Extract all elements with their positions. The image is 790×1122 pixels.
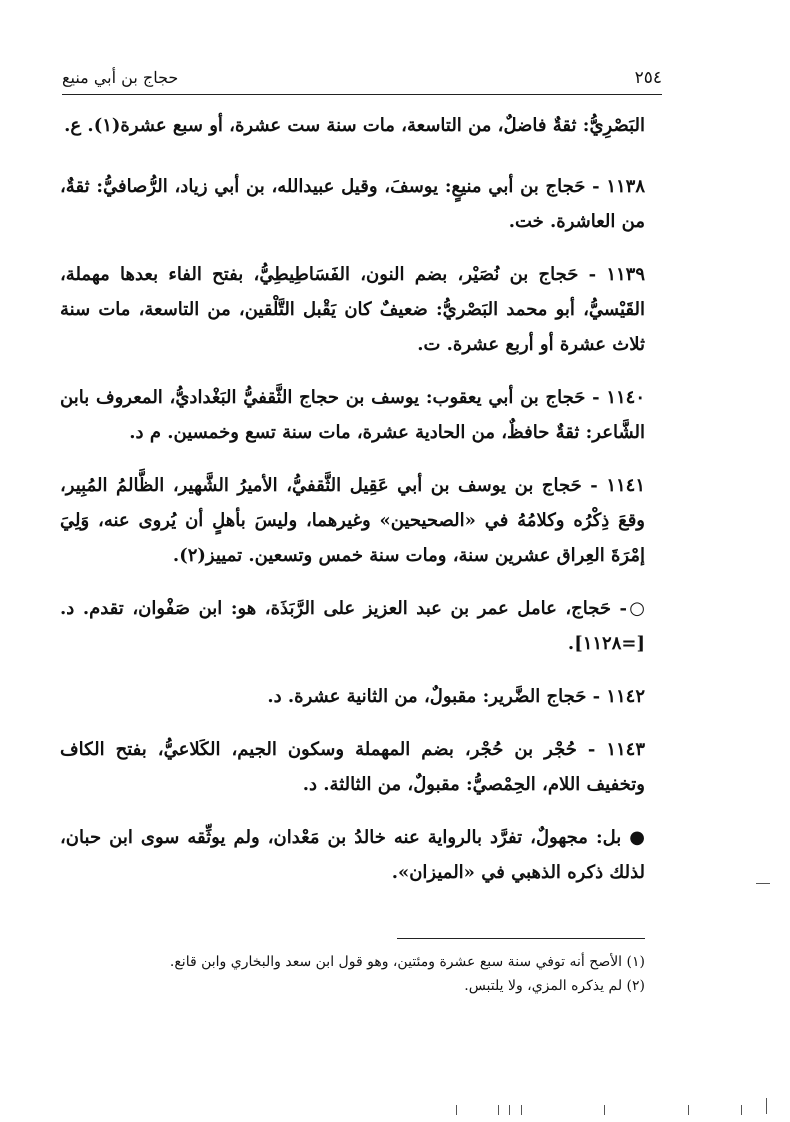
footnote-2: (٢) لم يذكره المزي، ولا يلتبس. [464,978,645,994]
entry-1140: ١١٤٠ - حَجاج بن أبي يعقوب: يوسف بن حجاج الثَّقفيُّ البَغْداديُّ، المعروف بابن الشَّاعر: ثقةٌ حافظٌ، من الحادية عشرة، مات سنة تسع وخمسين. م د. [60,387,645,443]
scan-artifact [498,1105,499,1115]
entry-1141: ١١٤١ - حَجاج بن يوسف بن أبي عَقِيل الثَّقفيُّ، الأميرُ الشَّهير، الظَّالمُ المُبِير، وقعَ ذِكْرُه وكلامُهُ في «الصحيحين» وغيرهما، وليسَ بأهلٍ أن يُروى عنه، وَلِيَ إمْرَةَ العِراق عشرين سنة، ومات سنة خمس وتسعين. تمييز(٢). [60,475,645,566]
scan-artifact [741,1105,742,1115]
footnote-1: (١) الأصح أنه توفي سنة سبع عشرة ومئتين، وهو قول ابن سعد والبخاري وابن قانع. [169,954,645,970]
entry-1143-comment: ● بل: مجهولٌ، تفرَّد بالرواية عنه خالدُ بن مَعْدان، ولم يوثِّقه سوى ابن حبان، لذلك ذكره الذهبي في «الميزان». [60,827,645,883]
entry-1143: ١١٤٣ - حُجْر بن حُجْر، بضم المهملة وسكون الجيم، الكَلاعيُّ، بفتح الكاف وتخفيف اللام، الحِمْصيُّ: مقبولٌ، من الثالثة. د. [60,739,645,795]
body-text [60,108,645,908]
footnotes [60,950,645,998]
scan-artifact [521,1105,522,1115]
scan-artifact [509,1105,510,1115]
scan-artifact [688,1105,689,1115]
running-head [62,68,662,95]
header-title: حجاج بن أبي منيع [62,68,179,87]
entry-1139: ١١٣٩ - حَجاج بن نُصَيْر، بضم النون، الفَسَاطِيطِيُّ، بفتح الفاء بعدها مهملة، القَيْسيُّ، أبو محمد البَصْريُّ: ضعيفٌ كان يَقْبل التَّلْقين، من التاسعة، مات سنة ثلاث عشرة أو أربع عشرة. ت. [60,264,645,355]
page-number: ٢٥٤ [634,68,662,88]
scan-artifact [604,1105,605,1115]
scan-artifact [766,1098,767,1114]
scan-artifact [756,883,770,884]
entry-1138: ١١٣٨ - حَجاج بن أبي منيعٍ: يوسفَ، وقيل عبيدالله، بن أبي زياد، الرُّصافيُّ: ثقةٌ، من العاشرة. خت. [60,176,645,232]
entry-continuation: البَصْرِيُّ: ثقةٌ فاضلٌ، من التاسعة، مات سنة ست عشرة، أو سبع عشرة(١). ع. [64,115,645,136]
entry-hajjaj-rabadha: ○- حَجاج، عامل عمر بن عبد العزيز على الرَّبَذَة، هو: ابن صَفْوان، تقدم. د. [=١١٢٨]. [60,598,645,654]
scan-artifact [456,1105,457,1115]
footnote-divider [397,938,645,939]
entry-1142: ١١٤٢ - حَجاج الضَّرير: مقبولٌ، من الثانية عشرة. د. [267,686,645,707]
